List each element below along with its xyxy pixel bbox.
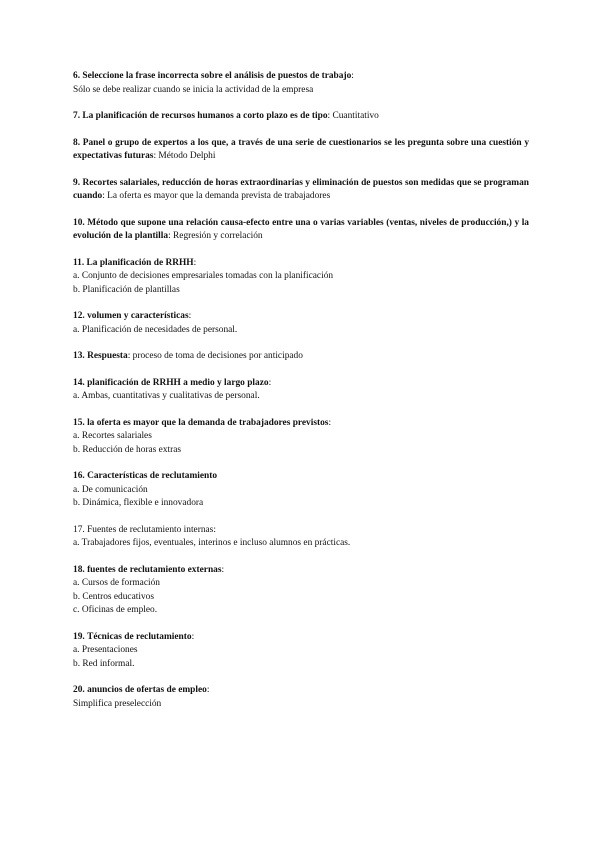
question-19 xyxy=(73,631,529,672)
question-title: La planificación de recursos humanos a corto plazo es de tipo xyxy=(82,111,328,121)
question-number: 7. xyxy=(73,111,81,121)
answer-option: a. Cursos de formación xyxy=(73,578,160,588)
question-title: La planificación de RRHH xyxy=(86,257,194,268)
question-14 xyxy=(73,377,529,404)
question-number: 10. xyxy=(73,217,85,228)
question-separator: : xyxy=(328,417,332,428)
question-title: fuentes de reclutamiento externas xyxy=(87,564,222,575)
question-15 xyxy=(73,417,529,458)
question-answer: Regresión y correlación xyxy=(170,231,263,241)
answer-option: a. Trabajadores fijos, eventuales, interinos e incluso alumnos en prácticas. xyxy=(73,538,351,548)
question-separator: : xyxy=(327,111,331,121)
question-title: Características de reclutamiento xyxy=(87,471,218,481)
question-title: volumen y características xyxy=(87,311,189,321)
question-title: Recortes salariales, reducción de horas extraordinarias y eliminación de puestos son medidas que se programan cuando xyxy=(73,177,530,201)
question-title: Técnicas de reclutamiento xyxy=(87,631,192,642)
question-separator: : xyxy=(127,351,131,361)
question-answer: proceso de toma de decisiones por anticipado xyxy=(130,351,303,361)
question-number: 6. xyxy=(73,71,81,81)
question-answer: La oferta es mayor que la demanda prevista de trabajadores xyxy=(104,191,331,201)
question-17 xyxy=(73,524,529,551)
question-title: planificación de RRHH a medio y largo plazo xyxy=(87,377,269,388)
question-7 xyxy=(73,110,529,124)
question-number: 14. xyxy=(73,377,85,388)
question-number: 16. xyxy=(73,471,85,481)
answer-option: Simplifica preselección xyxy=(73,698,162,709)
question-answer: Sólo se debe realizar cuando se inicia la actividad de la empresa xyxy=(73,84,314,95)
answer-option: a. De comunicación xyxy=(73,484,148,495)
answer-option: a. Conjunto de decisiones empresariales tomadas con la planificación xyxy=(73,271,334,281)
answer-option: b. Reducción de horas extras xyxy=(73,444,182,455)
question-number: 12. xyxy=(73,311,85,321)
question-13 xyxy=(73,350,529,364)
question-number: 18. xyxy=(73,564,85,575)
question-separator: : xyxy=(221,564,225,575)
answer-option: b. Red informal. xyxy=(73,658,135,669)
question-12 xyxy=(73,310,529,337)
question-separator: : xyxy=(213,524,216,535)
question-number: 8. xyxy=(73,137,81,148)
question-number: 19. xyxy=(73,631,85,642)
question-number: 17. xyxy=(73,524,85,535)
question-title: anuncios de ofertas de empleo xyxy=(87,685,207,695)
question-separator: : xyxy=(153,151,157,161)
answer-option: a. Ambas, cuantitativas y cualitativas de personal. xyxy=(73,391,260,401)
question-title: Seleccione la frase incorrecta sobre el análisis de puestos de trabajo xyxy=(82,71,352,81)
question-title: Método que supone una relación causa-efecto entre una o varias variables (ventas, niveles de producción,) y la evolución de la plantilla xyxy=(73,217,529,241)
answer-option: a. Planificación de necesidades de personal. xyxy=(73,324,238,335)
answer-option: a. Recortes salariales xyxy=(73,431,152,441)
question-8 xyxy=(73,137,529,164)
question-11 xyxy=(73,257,529,298)
question-separator: : xyxy=(206,685,210,695)
question-answer: Método Delphi xyxy=(156,151,216,161)
answer-option: b. Centros educativos xyxy=(73,591,154,602)
question-9 xyxy=(73,177,529,204)
question-separator: : xyxy=(193,257,197,268)
question-6 xyxy=(73,70,529,97)
question-number: 15. xyxy=(73,417,85,428)
question-separator: : xyxy=(102,191,105,201)
question-answer: Cuantitativo xyxy=(330,111,379,121)
question-18 xyxy=(73,564,529,618)
question-separator: : xyxy=(188,311,192,321)
question-number: 20. xyxy=(73,685,85,695)
question-separator: : xyxy=(351,71,354,81)
question-title: Panel o grupo de expertos a los que, a través de una serie de cuestionarios se les pregunta sobre una cuestión y expectativas futuras xyxy=(73,137,530,161)
question-number: 9. xyxy=(73,177,81,188)
question-title: la oferta es mayor que la demanda de trabajadores previstos xyxy=(87,417,329,428)
answer-option: a. Presentaciones xyxy=(73,645,138,655)
answer-option: b. Dinámica, flexible e innovadora xyxy=(73,498,204,508)
answer-option: c. Oficinas de empleo. xyxy=(73,605,158,615)
question-20 xyxy=(73,684,529,711)
question-16 xyxy=(73,470,529,511)
answer-option: b. Planificación de plantillas xyxy=(73,284,180,295)
question-separator: : xyxy=(168,231,171,241)
question-title: Fuentes de reclutamiento internas xyxy=(87,524,214,535)
question-number: 11. xyxy=(73,257,85,268)
question-10 xyxy=(73,217,529,244)
question-number: 13. xyxy=(73,351,85,361)
question-title: Respuesta xyxy=(87,351,128,361)
question-separator: : xyxy=(191,631,195,642)
question-separator: : xyxy=(268,377,272,388)
